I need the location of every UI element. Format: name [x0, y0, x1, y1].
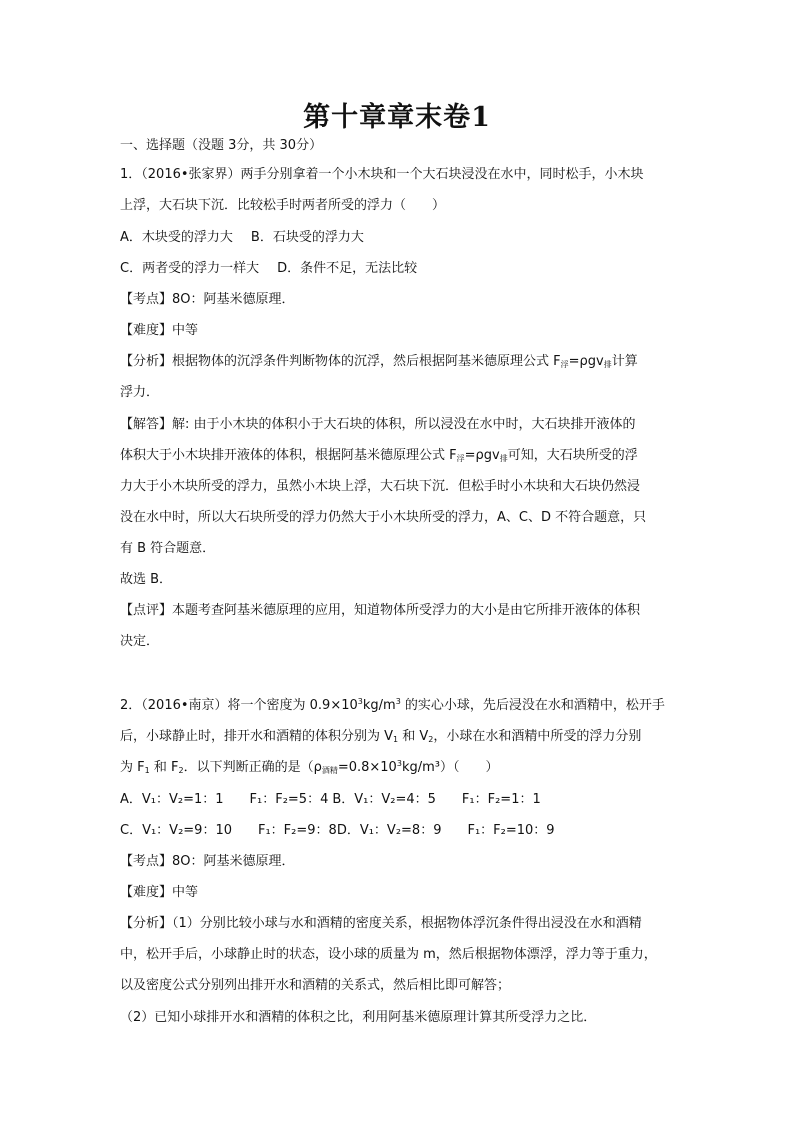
q2-stem-text: ．以下判断正确的是（ρ — [183, 760, 322, 775]
q2-option-d: D．V₁：V₂=8：9 F₁：F₂=10：9 — [336, 823, 555, 838]
q1-answer-sub: 排 — [499, 454, 508, 463]
q2-kaodian: 【考点】8O：阿基米德原理． — [120, 854, 295, 869]
q2-stem-sup: 3 — [357, 697, 363, 706]
q2-stem-sub: 酒精 — [321, 766, 338, 775]
q1-nandu: 【难度】中等 — [120, 323, 199, 338]
q1-comment-line-1: 【点评】本题考查阿基米德原理的应用，知道物体所受浮力的大小是由它所排开液体的体积 — [120, 603, 641, 618]
q2-stem-text: 和 F — [149, 760, 179, 775]
q2-stem-line-2 — [120, 727, 680, 747]
q2-option-b: B．V₁：V₂=4：5 F₁：F₂=1：1 — [332, 792, 541, 807]
q2-stem-text: 的实心小球，先后浸没在水和酒精中，松开手 — [400, 698, 665, 713]
q2-analysis-line-4: （2）已知小球排开水和酒精的体积之比，利用阿基米德原理计算其所受浮力之比． — [120, 1010, 597, 1025]
q1-analysis-sub: 浮 — [560, 360, 569, 369]
q2-stem-sub: 2 — [178, 766, 184, 775]
q1-answer-formula: =ρgv — [464, 448, 500, 463]
q1-answer-sub: 浮 — [456, 454, 465, 463]
q1-analysis-formula: =ρgv — [568, 354, 604, 369]
q1-answer-line-2 — [120, 446, 680, 466]
page-title: 第十章章末卷1 — [303, 102, 491, 133]
q2-stem-text: =0.8×10 — [337, 760, 397, 775]
q2-stem-line-3 — [120, 758, 680, 778]
q2-option-a: A．V₁：V₂=1：1 F₁：F₂=5：4 — [120, 792, 329, 807]
q1-stem-line-2: 上浮，大石块下沉．比较松手时两者所受的浮力（ ） — [120, 198, 446, 213]
q1-analysis-line-1 — [120, 352, 680, 372]
q2-option-c: C．V₁：V₂=9：10 F₁：F₂=9：8 — [120, 823, 337, 838]
q1-stem-line-1: 1．（2016•张家界）两手分别拿着一个小木块和一个大石块浸没在水中，同时松手，小木块 — [120, 167, 644, 182]
q2-stem-text: 和 V — [398, 729, 429, 744]
q2-nandu: 【难度】中等 — [120, 885, 199, 900]
q2-stem-text: kg/m³）（ ） — [401, 760, 499, 775]
q1-answer-text: 体积大于小木块排开液体的体积，根据阿基米德原理公式 F — [120, 448, 457, 463]
q2-stem-sub: 2 — [428, 735, 434, 744]
q1-analysis-sub: 排 — [603, 360, 612, 369]
q2-stem-text: ，小球在水和酒精中所受的浮力分别 — [433, 729, 642, 744]
q2-analysis-line-3: 以及密度公式分别列出排开水和酒精的关系式，然后相比即可解答； — [120, 978, 511, 993]
q1-answer-line-1: 【解答】解: 由于小木块的体积小于大石块的体积，所以浸没在水中时，大石块排开液体的 — [120, 417, 636, 432]
q2-stem-sup: 3 — [396, 759, 402, 768]
q2-stem-sup: 3 — [395, 697, 401, 706]
q2-stem-sub: 1 — [393, 735, 399, 744]
q1-choice: 故选 B． — [120, 572, 173, 587]
q1-option-b: B．石块受的浮力大 — [250, 230, 364, 245]
q2-stem-text: 2．（2016•南京）将一个密度为 0.9×10 — [120, 698, 358, 713]
q1-analysis-text: 计算 — [611, 354, 638, 369]
q1-kaodian: 【考点】8O：阿基米德原理． — [120, 292, 295, 307]
q2-stem-text: 为 F — [120, 760, 145, 775]
q2-stem-line-1 — [120, 696, 680, 716]
q2-stem-unit: kg/m — [362, 698, 396, 713]
q1-answer-line-4: 没在水中时，所以大石块所受的浮力仍然大于小木块所受的浮力，A、C、D 不符合题意，只 — [120, 510, 647, 525]
q1-comment-line-2: 决定． — [120, 634, 160, 649]
q2-stem-sub: 1 — [144, 766, 150, 775]
q1-options-row-1 — [120, 228, 680, 248]
q2-analysis-line-2: 中，松开手后，小球静止时的状态，设小球的质量为 m，然后根据物体漂浮，浮力等于重力， — [120, 947, 657, 962]
q1-answer-line-5: 有 B 符合题意． — [120, 541, 216, 556]
q1-answer-line-3: 力大于小木块所受的浮力，虽然小木块上浮，大石块下沉．但松手时小木块和大石块仍然浸 — [120, 479, 641, 494]
q2-stem-text: 后，小球静止时，排开水和酒精的体积分别为 V — [120, 729, 394, 744]
q1-options-row-2 — [120, 259, 680, 279]
section-heading: 一、选择题（没题 3分，共 30分） — [120, 138, 323, 153]
q1-answer-text: 可知，大石块所受的浮 — [507, 448, 638, 463]
q1-analysis-line-2: 浮力． — [120, 385, 160, 400]
q1-option-d: D．条件不足，无法比较 — [277, 261, 418, 276]
q2-options-row-1 — [120, 790, 680, 810]
q1-analysis-text: 【分析】根据物体的沉浮条件判断物体的沉浮，然后根据阿基米德原理公式 F — [120, 354, 561, 369]
q1-option-a: A．木块受的浮力大 — [120, 230, 233, 245]
q1-option-c: C．两者受的浮力一样大 — [120, 261, 260, 276]
q2-options-row-2 — [120, 821, 680, 841]
q2-analysis-line-1: 【分析】（1）分别比较小球与水和酒精的密度关系，根据物体浮沉条件得出浸没在水和酒精 — [120, 916, 642, 931]
